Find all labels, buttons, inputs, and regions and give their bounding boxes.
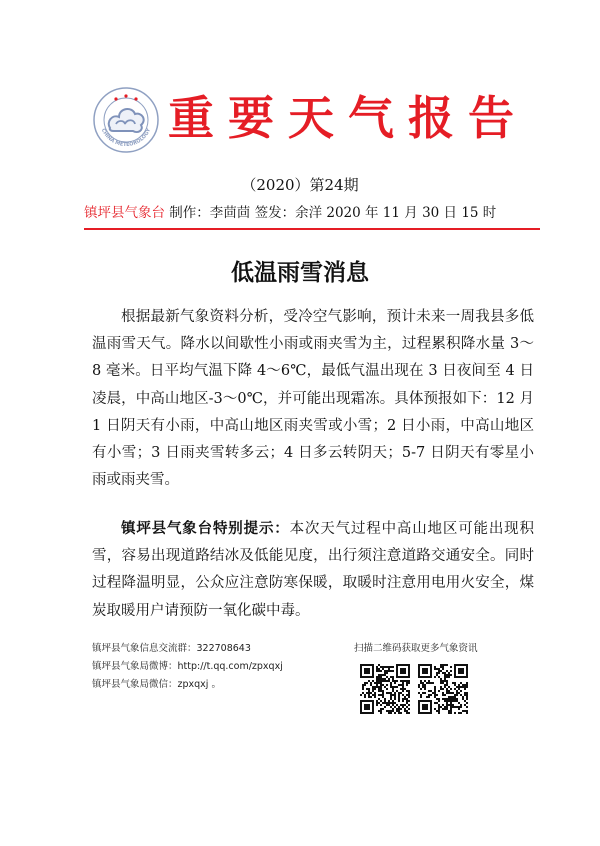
qr-caption: 扫描二维码获取更多气象资讯: [354, 643, 478, 654]
contact-group: 镇坪县气象信息交流群：322708643: [92, 643, 251, 654]
special-notice: [92, 516, 534, 625]
qr-code-icon: [418, 664, 468, 714]
issue-details: 制作：李茴茴 签发：余洋 2020 年 11 月 30 日 15 时: [165, 205, 497, 221]
special-notice-label: 镇坪县气象台特别提示：: [121, 521, 290, 537]
contact-wechat: 镇坪县气象局微信：zpxqxj 。: [92, 679, 221, 690]
header-divider: [84, 228, 540, 230]
qr-code-icon: [360, 664, 410, 714]
article-body: 根据最新气象资料分析，受冷空气影响，预计未来一周我县多低温雨雪天气。降水以间歇性小雨或雨夹雪为主，过程累积降水量 3～8 毫米。日平均气温下降 4～6℃，最低气温出现在 3 日夜间至 4 日凌晨，中高山地区-3～0℃，并可能出现霜冻。具体预报如下：12 月 1 日阴天有小雨，中高山地区雨夹雪或小雪；2 日小雨，中高山地区有小雪；3 日雨夹雪转多云；4 日多云转阴天；5-7 日阴天有零星小雨或雨夹雪。: [92, 309, 534, 489]
issue-meta: [84, 203, 540, 223]
issue-number: （2020）第24期: [241, 176, 359, 194]
contact-weibo[interactable]: 镇坪县气象局微博：http://t.qq.com/zpxqxj: [92, 661, 283, 672]
article-title: 低温雨雪消息: [231, 260, 369, 286]
issuing-organization: 镇坪县气象台: [84, 205, 165, 221]
special-notice-text: 本次天气过程中高山地区可能出现积雪，容易出现道路结冰及低能见度，出行须注意道路交通安全。同时过程降温明显，公众应注意防寒保暖，取暖时注意用电用火安全，煤炭取暖用户请预防一氧化碳中毒。: [92, 521, 535, 619]
footer-contacts: [92, 640, 342, 694]
masthead-title: 重要天气报告: [168, 91, 528, 145]
logo-text: CHINA METEOROLOGY: [99, 127, 153, 149]
china-meteorology-logo-icon: [92, 86, 160, 154]
